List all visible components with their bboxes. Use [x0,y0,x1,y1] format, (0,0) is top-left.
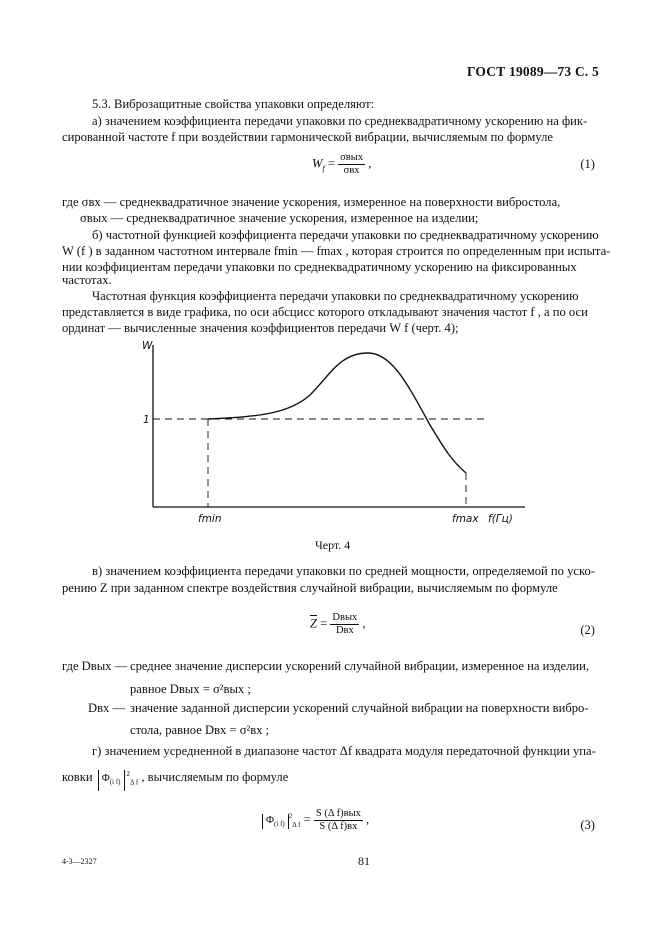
formula-2-numerator: Dвых [332,612,358,623]
item-b-line2: W (f ) в заданном частотном интервале fmin — fmax , которая строится по определенным при испыта- [62,244,611,258]
transfer-function-symbol: $\Phi_{(i f)}$ [98,770,125,791]
where2-line1-prefix: где Dвых — [62,659,128,673]
formula-1-tail: , [365,156,372,171]
chart-curve [208,353,466,473]
formula-2-denominator: Dвх [335,625,354,636]
chart-y-tick-1: 1 [143,414,150,426]
where2-line4: стола, равное Dвх = σ²вх ; [130,723,270,737]
formula-1-numerator: σвых [340,152,364,163]
equation-number-3: (3) [580,818,595,832]
item-b-line4: частотах. [62,273,112,287]
formula-3-denominator: S (Δ f)вх [319,821,358,832]
item-d-line2-suffix: , вычисляемым по формуле [141,770,289,785]
where2-line1-text: среднее значение дисперсии ускорений случайной вибрации, измеренное на изделии, [130,659,590,673]
chart-y-label: W [142,340,153,352]
item-a-line1: а) значением коэффициента передачи упаковки по среднеквадратичному ускорению на фик- [92,114,588,128]
where1-line2: σвых — среднеквадратичное значение ускорения, измеренное на изделии; [80,211,479,225]
equation-number-1: (1) [580,157,595,171]
formula-2-lhs: $\overline{Z}$ [310,616,318,631]
formula-1-lhs: W [312,156,323,171]
item-b-line3: нии коэффициентам передачи упаковки по среднеквадратичному ускорению на фиксированных [62,260,577,274]
item-d-line2-prefix: ковки [62,770,93,785]
chart-x-label: f(Гц) [488,513,513,525]
item-d-line2: ковки $\Phi_{(i f)}^2_{\Delta f}$ , вычисляемым по формуле [62,766,288,791]
item-a-line2: сированной частоте f при воздействии гармонической вибрации, вычисляемым по формуле [62,130,553,144]
where2-line3-text: значение заданной дисперсии ускорений случайной вибрации на поверхности вибро- [130,701,589,715]
formula-2-tail: , [359,616,366,631]
formula-1: $W_f$ = $\frac{\text{σвых}}{\text{σвх}}$ , [312,152,372,176]
where1-line1: где σвх — среднеквадратичное значение ускорения, измеренное на поверхности вибростола, [62,195,561,209]
chart-x-tick-fmax: fmax [452,513,479,525]
chart-figure-4 [130,335,540,535]
section-heading: 5.3. Виброзащитные свойства упаковки определяют: [92,97,375,111]
formula-2: $\overline{Z}$ = $\frac{\text{Dвых}}{\text{Dвх}}$ , [310,612,366,636]
item-c-line2: рению Z при заданном спектре воздействия случайной вибрации, вычисляемым по формуле [62,581,558,595]
where2-line3-prefix: Dвх — [88,701,126,715]
formula-3-numerator: S (Δ f)вых [315,808,361,819]
formula-1-lhs-sub: f [322,163,325,173]
page-header: ГОСТ 19089—73 С. 5 [466,64,599,79]
figure-caption: Черт. 4 [315,538,351,552]
equation-number-2: (2) [580,623,595,637]
formula-3-tail: , [362,812,370,827]
chart-x-tick-fmin: fmin [198,513,222,525]
where2-line2: равное Dвых = σ²вых ; [130,682,251,696]
formula-3: $\Phi_{(i f)}^2_{\Delta f}$ = $\frac{\text{S (Δ f)вых}}{\text{S (Δ f)вх}}$ , [262,808,369,833]
item-b2-line1: Частотная функция коэффициента передачи упаковки по среднеквадратичному ускорению [92,289,579,303]
item-d-line1: г) значением усредненной в диапазоне частот Δf квадрата модуля передаточной функции упа- [92,744,596,758]
formula-1-denominator: σвх [343,165,360,176]
item-c-line1: в) значением коэффициента передачи упаковки по средней мощности, определяемой по уско- [92,564,595,578]
item-b-line1: б) частотной функцией коэффициента передачи упаковки по среднеквадратичному ускорению [92,228,599,242]
item-b2-line2: представляется в виде графика, по оси абсцисс которого откладывают значения частот f , а по оси [62,305,588,319]
footer-print-code: 4-3—2327 [62,857,97,866]
item-b2-line3: ординат — вычисленные значения коэффициентов передачи W f (черт. 4); [62,321,459,335]
page-number: 81 [358,854,370,868]
